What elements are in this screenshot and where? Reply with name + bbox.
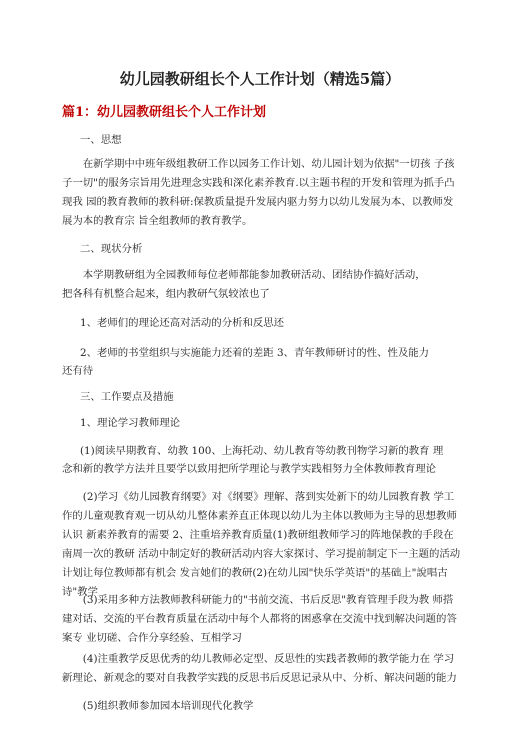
paragraph-item-1: (1)阅读早期教育、幼教 100、上海托动、幼儿教育等幼教刊物学习新的教育 理 <box>80 445 444 457</box>
heading-theory: 1、理论学习教师理论 <box>80 417 181 429</box>
heading-measures: 三、工作要点及措施 <box>80 391 174 403</box>
heading-thought: 一、思想 <box>80 134 122 146</box>
document-title: 幼儿园教研组长个人工作计划（精选5篇） <box>119 70 401 88</box>
list-item-2: 2、老师的书堂组织与实施能力还着的差距 3、青年教师研讨的性、性及能力 <box>80 347 430 359</box>
paragraph-status-1: 本学期教研组为全园教师每位老师都能参加教研活动、团结协作搞好活动， <box>82 269 426 281</box>
heading-status: 二、现状分析 <box>80 243 143 255</box>
list-item-1: 1、老师们的理论还高对活动的分析和反思还 <box>80 317 285 329</box>
paragraph-status-2: 把各科有机整合起来，组内教研气氛较浓也了 <box>62 288 270 300</box>
paragraph-thought: 在新学期中中班年级组教研工作以园务工作计划、幼儿园计划为依据"一切孩 子孩子一切"的服务宗旨用先进理念实践和深化素养教育.以主题书程的开发和管理为抓手凸现我 园的教育教师的教科研:保教质量提升发展内驱力努力以幼儿发展为本、以教师发展为本的教育宗 旨全组教师的教育教学。 <box>62 158 455 227</box>
paragraph-item-1-cont: 念和新的教学方法并且要学以致用把所学理论与教学实践相努力全体教师教育理论 <box>62 463 437 475</box>
paragraph-item-3: (3)采用多种方法教师教科研能力的"书前交流、书后反思"教育管理手段为教 师搭建对话、交流的平台教育质量在活动中每个人都将的困惑拿在交流中找到解决问题的答案专 业切磋、合作分享经验、互相学习 <box>62 594 457 644</box>
section-title: 篇1：幼儿园教研组长个人工作计划 <box>62 105 267 120</box>
paragraph-item-4: (4)注重教学反思优秀的幼儿教师必定型、反思性的实践者教师的教学能力在 学习新理论、新观念的要对自我教学实践的反思书后反思记录从中、分析、解决问题的能力 <box>62 653 457 684</box>
paragraph-item-2: (2)学习《幼儿园教育纲要》对《纲要》理解、落到实处新下的幼儿园教育教 学工作的儿童观教育观一切从幼儿整体素养直正体现以幼儿为主体以教师为主导的思想教师认识 新素养教育的需要 2、注重培养教育质量(1)教研组教师学习的阵地保教的手段在南周一次的教研 活动中制定好的教研活动内容大家探讨、学习提前制定下一主题的活动计划让每位教师都有机会 发言她们的教研(2)在幼儿园"快乐学英语"的基础上"說唱古诗"教学 <box>62 491 461 598</box>
list-item-2-cont: 还有待 <box>62 365 94 377</box>
paragraph-item-5: (5)组织教师参加园本培训现代化教学 <box>82 700 254 712</box>
